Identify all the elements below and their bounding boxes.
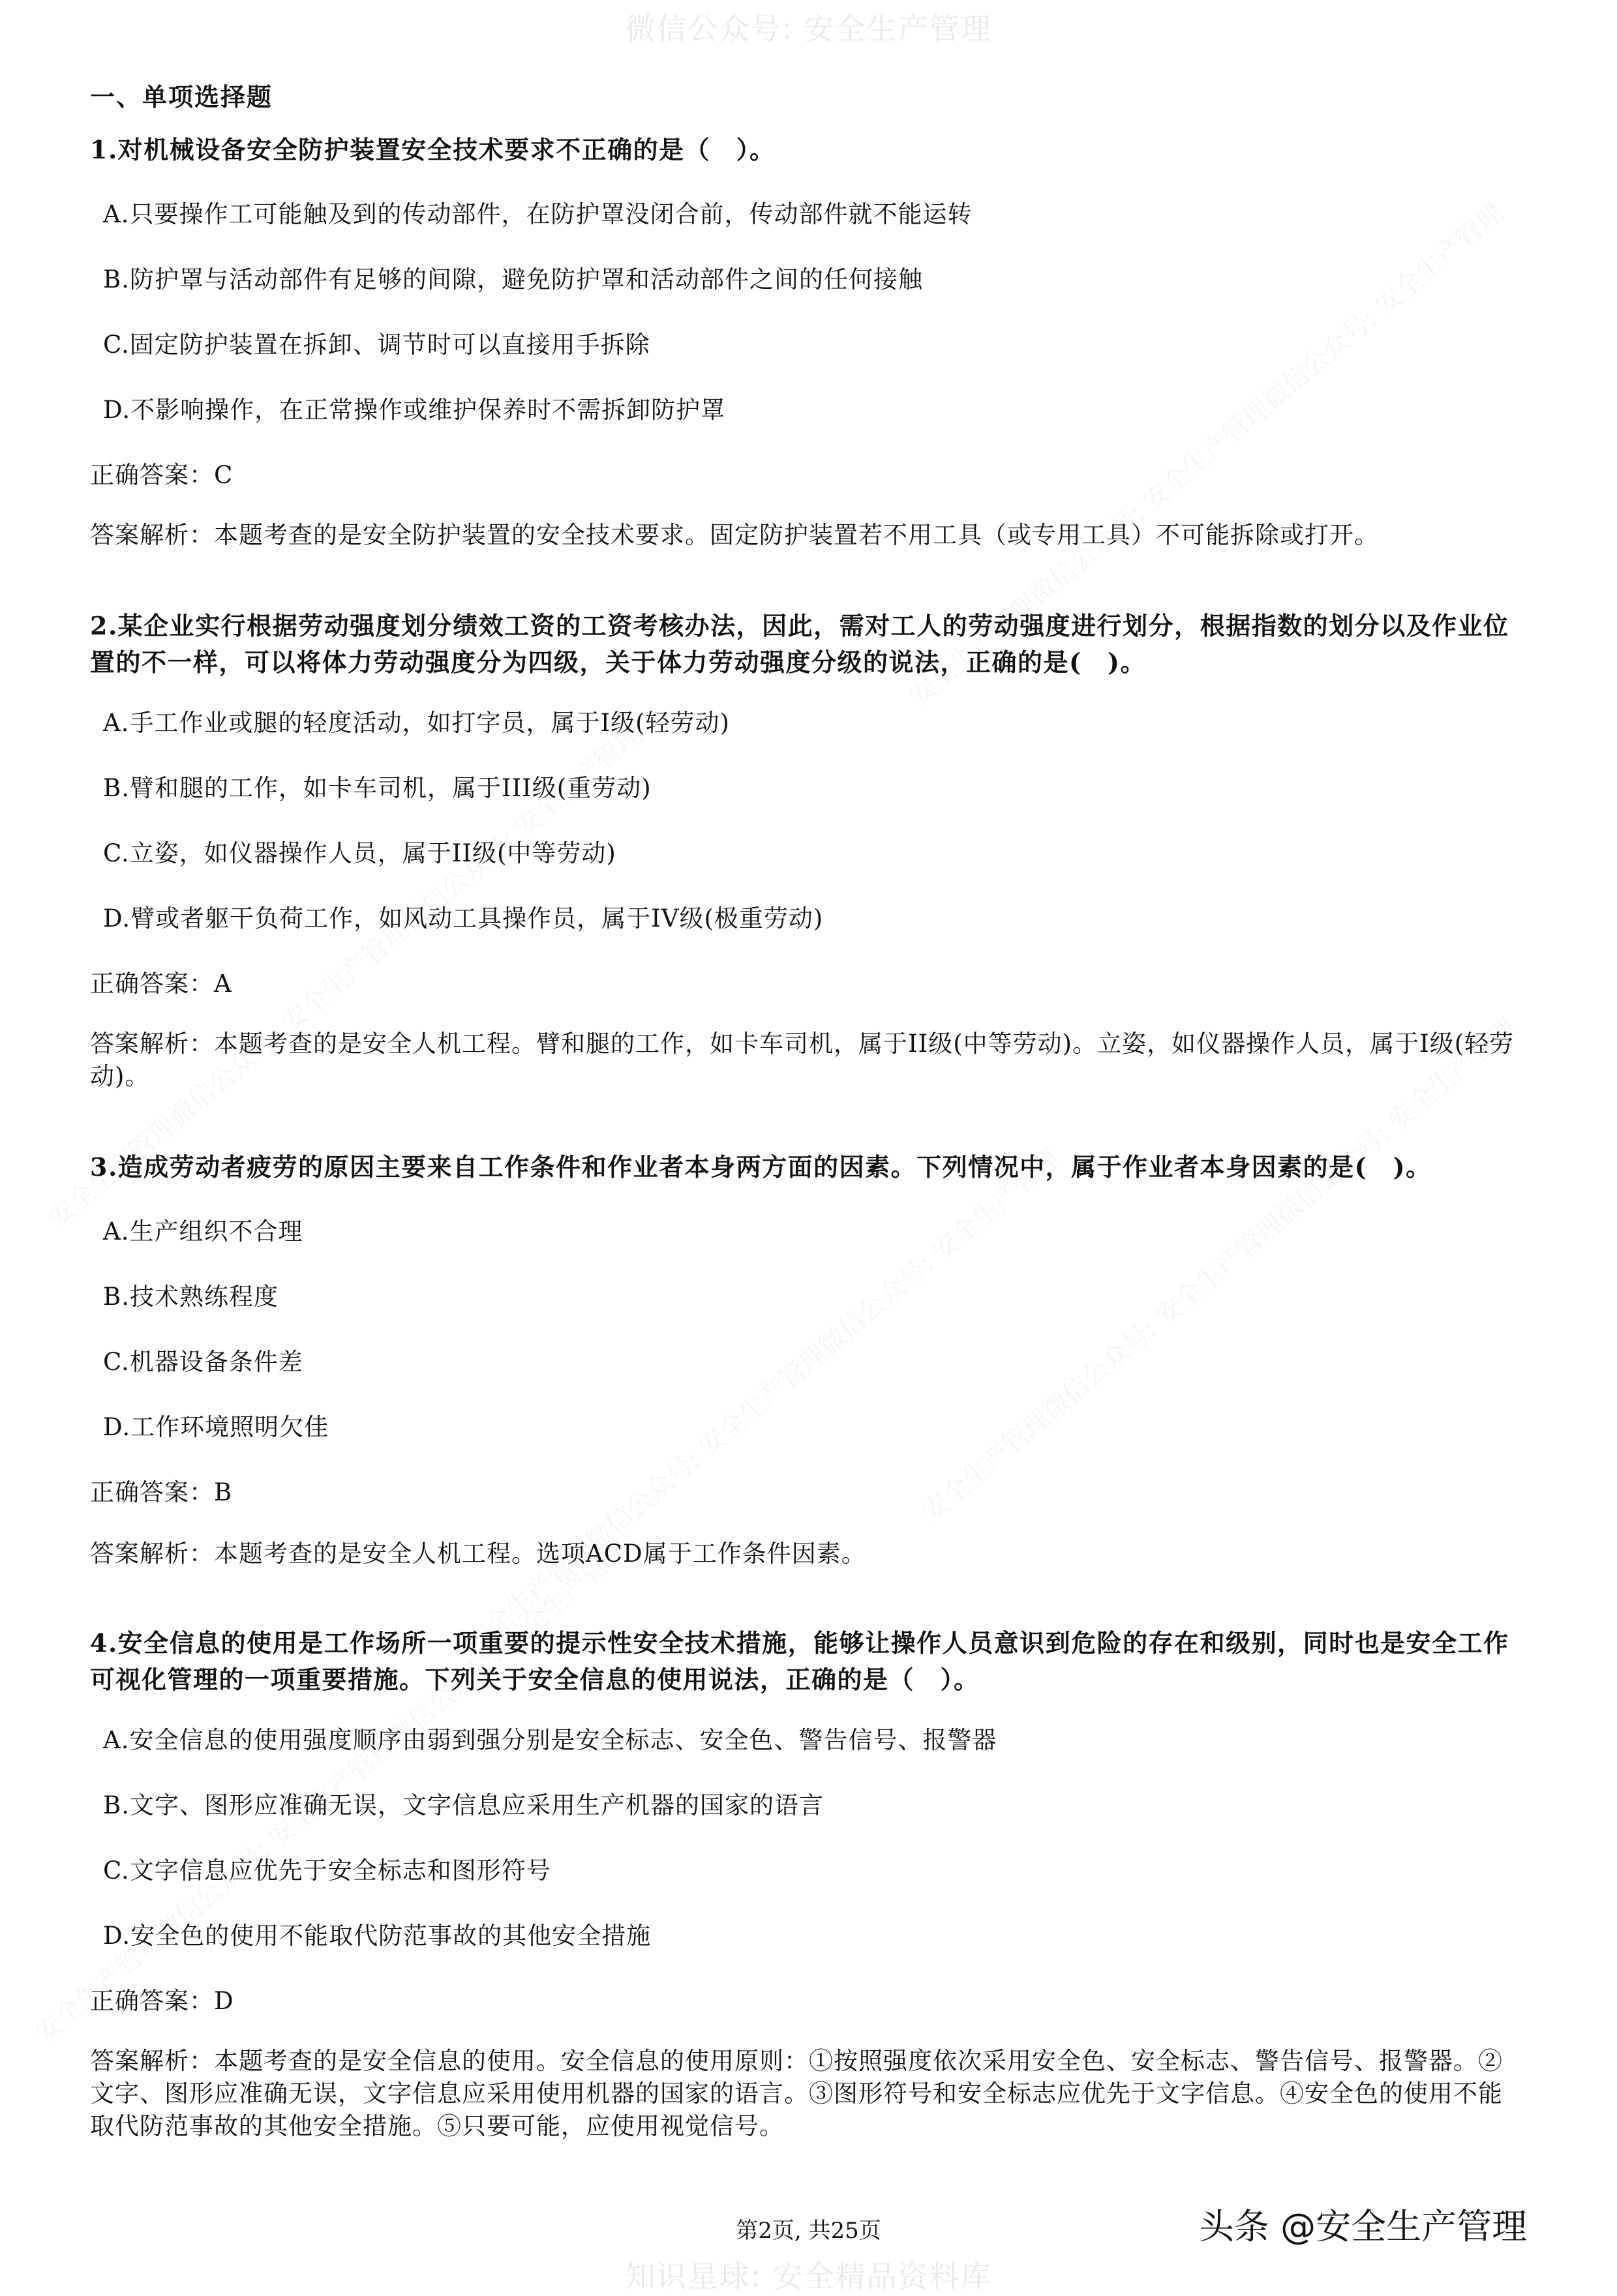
bottom-watermark: 知识星球: 安全精品资料库 bbox=[625, 2259, 992, 2294]
option-a: A.生产组织不合理 bbox=[103, 1217, 303, 1245]
option-a: A.安全信息的使用强度顺序由弱到强分别是安全标志、安全色、警告信号、报警器 bbox=[103, 1726, 997, 1754]
option-d: D.不影响操作，在正常操作或维护保养时不需拆卸防护罩 bbox=[103, 396, 726, 424]
answer-analysis: 答案解析：本题考查的是安全人机工程。臂和腿的工作，如卡车司机，属于II级(中等劳动)。立姿，如仪器操作人员，属于I级(轻劳动)。 bbox=[90, 1030, 1515, 1090]
option-a: A.手工作业或腿的轻度活动，如打字员，属于I级(轻劳动) bbox=[103, 709, 730, 737]
option-b: B.臂和腿的工作，如卡车司机，属于III级(重劳动) bbox=[103, 774, 652, 802]
diagonal-watermark bbox=[457, 1139, 1066, 1658]
option-b: B.文字、图形应准确无误，文字信息应采用生产机器的国家的语言 bbox=[103, 1791, 824, 1819]
answer-analysis: 答案解析：本题考查的是安全人机工程。选项ACD属于工作条件因素。 bbox=[90, 1540, 866, 1568]
question-stem: 1.对机械设备安全防护装置安全技术要求不正确的是（ ）。 bbox=[90, 135, 776, 164]
correct-answer: 正确答案：A bbox=[90, 970, 232, 998]
option-d: D.臂或者躯干负荷工作，如风动工具操作员，属于IV级(极重劳动) bbox=[103, 904, 824, 932]
option-c: C.机器设备条件差 bbox=[103, 1348, 303, 1376]
page-footer: 第2页, 共25页 bbox=[736, 2218, 881, 2244]
section-title: 一、单项选择题 bbox=[90, 82, 273, 112]
top-watermark: 微信公众号: 安全生产管理 bbox=[625, 11, 992, 46]
option-d: D.安全色的使用不能取代防范事故的其他安全措施 bbox=[103, 1922, 652, 1950]
correct-answer: 正确答案：B bbox=[90, 1478, 233, 1506]
answer-analysis: 答案解析：本题考查的是安全防护装置的安全技术要求。固定防护装置若不用工具（或专用工具）不可能拆除或打开。 bbox=[90, 521, 1379, 549]
option-d: D.工作环境照明欠佳 bbox=[103, 1413, 329, 1441]
option-c: C.文字信息应优先于安全标志和图形符号 bbox=[103, 1856, 551, 1885]
option-b: B.技术熟练程度 bbox=[103, 1283, 279, 1311]
option-a: A.只要操作工可能触及到的传动部件，在防护罩没闭合前，传动部件就不能运转 bbox=[103, 200, 973, 228]
option-b: B.防护罩与活动部件有足够的间隙，避免防护罩和活动部件之间的任何接触 bbox=[103, 265, 923, 293]
option-c: C.立姿，如仪器操作人员，属于II级(中等劳动) bbox=[103, 839, 616, 867]
question-stem: 2.某企业实行根据劳动强度划分绩效工资的工资考核办法，因此，需对工人的劳动强度进行划分，根据指数的划分以及作业位置的不一样，可以将体力劳动强度分为四级，关于体力劳动强度分级的说法，正确的是( )。 bbox=[90, 611, 1509, 677]
question-stem: 3.造成劳动者疲劳的原因主要来自工作条件和作业者本身两方面的因素。下列情况中，属于作业者本身因素的是( )。 bbox=[90, 1152, 1432, 1182]
correct-answer: 正确答案：D bbox=[90, 1987, 234, 2015]
question-stem: 4.安全信息的使用是工作场所一项重要的提示性安全技术措施，能够让操作人员意识到危险的存在和级别，同时也是安全工作可视化管理的一项重要措施。下列关于安全信息的使用说法，正确的是（ ）。 bbox=[90, 1628, 1509, 1694]
brand-watermark: 头条 @安全生产管理 bbox=[1199, 2206, 1528, 2247]
answer-analysis: 答案解析：本题考查的是安全信息的使用。安全信息的使用原则：①按照强度依次采用安全色、安全标志、警告信号、报警器。②文字、图形应准确无误，文字信息应采用使用机器的国家的语言。③图形符号和安全标志应优先于文字信息。④安全色的使用不能取代防范事故的其他安全措施。⑤只要可能，应使用视觉信号。 bbox=[90, 2047, 1503, 2140]
correct-answer: 正确答案：C bbox=[90, 461, 234, 489]
option-c: C.固定防护装置在拆卸、调节时可以直接用手拆除 bbox=[103, 331, 650, 359]
